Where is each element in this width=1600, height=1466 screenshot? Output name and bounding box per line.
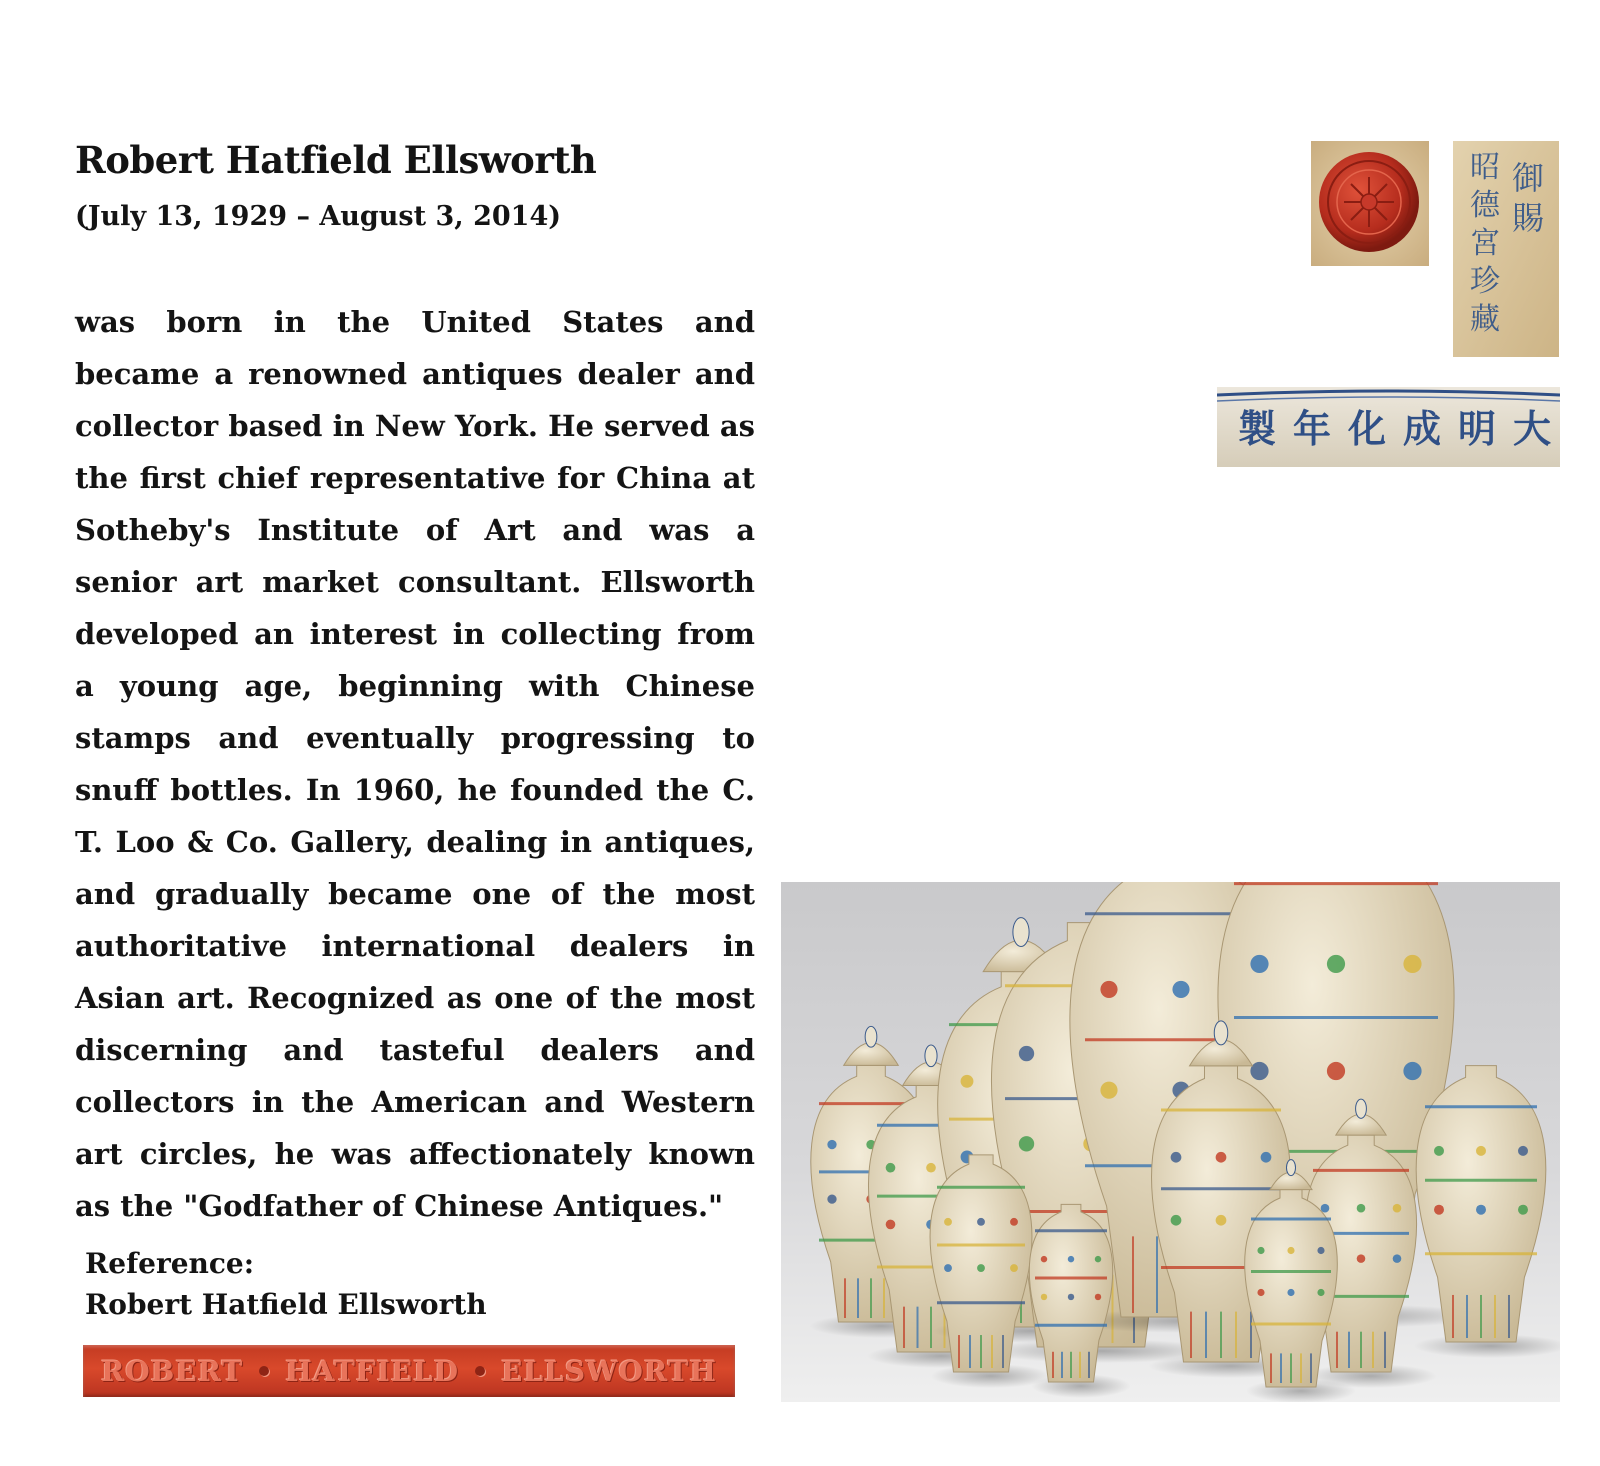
life-dates: (July 13, 1929 – August 3, 2014) [75, 201, 562, 232]
reference-heading: Reference: [85, 1247, 255, 1280]
page-title: Robert Hatfield Ellsworth [75, 138, 597, 182]
seal-word-robert: ROBERT [101, 1354, 244, 1388]
reign-mark-image [1217, 387, 1560, 467]
reign-mark-character: 化 [1347, 407, 1387, 451]
seal-word-ellsworth: ELLSWORTH [501, 1354, 717, 1388]
calligraphy-character: 賜 [1511, 199, 1545, 237]
calligraphy-character: 宮 [1470, 226, 1500, 261]
calligraphy-character: 昭 [1470, 150, 1500, 185]
biography-paragraph: was born in the United States and became a renowned antiques dealer and collector based in New York. He served as the first chief representative for China at Sotheby's Institute of Art and was a senior art market consultant. Ellsworth developed an interest in collecting from a young age, beginning with Chinese stamps and eventually progressing to snuff bottles. In 1960, he founded the C. T. Loo & Co. Gallery, dealing in antiques, and gradually became one of the most authoritative international dealers in Asian art. Recognized as one of the most discerning and tasteful dealers and collectors in the American and Western art circles, he was affectionately known as the "Godfather of Chinese Antiques." [75, 305, 755, 1223]
calligraphy-character: 藏 [1470, 302, 1500, 337]
reign-mark-character: 大 [1512, 407, 1552, 451]
reign-mark-character: 製 [1237, 407, 1277, 451]
reign-mark-character: 成 [1402, 407, 1442, 451]
calligraphy-column-left [1470, 150, 1501, 337]
reign-mark-character: 明 [1457, 407, 1497, 451]
calligraphy-character: 珍 [1470, 264, 1500, 299]
collector-seal-strip [83, 1345, 735, 1397]
seal-dot [475, 1366, 485, 1376]
calligraphy-label-image [1453, 141, 1559, 357]
reference-name: Robert Hatfield Ellsworth [85, 1288, 487, 1321]
seal-word-hatfield: HATFIELD [285, 1354, 460, 1388]
porcelain-vases-image [781, 882, 1560, 1402]
calligraphy-character: 德 [1470, 188, 1500, 223]
calligraphy-character: 御 [1511, 159, 1545, 197]
seal-dot [259, 1366, 269, 1376]
wax-seal-image [1311, 141, 1429, 266]
reign-mark-character: 年 [1292, 407, 1332, 451]
